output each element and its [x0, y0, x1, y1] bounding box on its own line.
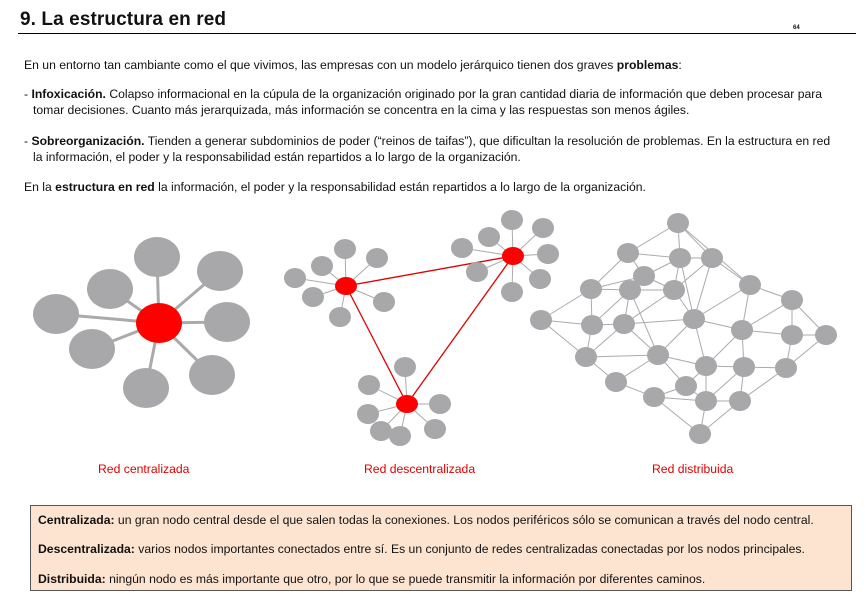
- satellite-node: [357, 404, 379, 424]
- satellite-node: [334, 239, 356, 259]
- satellite-node: [389, 426, 411, 446]
- network-node: [581, 315, 603, 335]
- satellite-node: [370, 421, 392, 441]
- satellite-node: [366, 248, 388, 268]
- peripheral-node: [123, 368, 169, 408]
- network-node: [575, 347, 597, 367]
- caption-decentralized: Red descentralizada: [364, 462, 476, 476]
- satellite-node: [329, 307, 351, 327]
- central-hub-node: [136, 303, 182, 343]
- satellite-node: [394, 357, 416, 377]
- hub-node: [335, 277, 357, 295]
- network-node: [781, 325, 803, 345]
- definition-distribuida: Distribuida: ningún nodo es más importante que otro, por lo que se puede transmitir la información por diferentes caminos.: [38, 572, 706, 586]
- satellite-node: [537, 244, 559, 264]
- centralized-network-diagram: [33, 237, 250, 408]
- decentralized-network-diagram: [284, 210, 559, 446]
- satellite-node: [424, 419, 446, 439]
- satellite-node: [501, 210, 523, 230]
- peripheral-node: [33, 294, 79, 334]
- problem-sobreorganizacion: - Sobreorganización. Tienden a generar subdominios de poder (“reinos de taifas”), que dificultan la resolución de problemas. En la estructura en red la información, el poder y la responsabilidad están repartidos a lo largo de la organización.: [24, 134, 831, 164]
- network-node: [530, 310, 552, 330]
- satellite-node: [451, 238, 473, 258]
- network-node: [695, 391, 717, 411]
- network-node: [663, 280, 685, 300]
- satellite-node: [466, 262, 488, 282]
- intro-paragraph: En un entorno tan cambiante como el que vivimos, las empresas con un modelo jerárquico tienen dos graves problemas:: [24, 58, 682, 72]
- peripheral-node: [69, 329, 115, 369]
- satellite-node: [311, 256, 333, 276]
- satellite-node: [529, 269, 551, 289]
- page-number: 64: [793, 25, 800, 31]
- network-node: [619, 280, 641, 300]
- satellite-node: [284, 268, 306, 288]
- distributed-network-diagram: [530, 213, 837, 444]
- network-node: [701, 248, 723, 268]
- network-node: [669, 248, 691, 268]
- hub-node: [502, 247, 524, 265]
- peripheral-node: [189, 355, 235, 395]
- network-node: [733, 357, 755, 377]
- network-node: [580, 279, 602, 299]
- problem-infoxicacion: - Infoxicación. Colapso informacional en la cúpula de la organización originado por la gran cantidad diaria de información que deben procesar para tomar decisiones. Cuanto más jerarquizada, más información se concentra en la cima y las respuestas son menos ágiles.: [24, 87, 823, 117]
- satellite-node: [478, 227, 500, 247]
- network-node: [695, 356, 717, 376]
- peripheral-node: [204, 302, 250, 342]
- satellite-node: [373, 292, 395, 312]
- peripheral-node: [197, 251, 243, 291]
- network-node: [739, 275, 761, 295]
- definitions-box: [30, 505, 852, 591]
- network-node: [613, 314, 635, 334]
- network-node: [605, 372, 627, 392]
- network-node: [729, 391, 751, 411]
- network-node: [647, 345, 669, 365]
- network-node: [667, 213, 689, 233]
- caption-distributed: Red distribuida: [652, 462, 734, 476]
- network-node: [689, 424, 711, 444]
- network-node: [775, 358, 797, 378]
- network-node: [617, 243, 639, 263]
- definition-centralizada: Centralizada: un gran nodo central desde el que salen todas la conexiones. Los nodos periféricos sólo se comunican a través del nodo central.: [38, 513, 814, 527]
- peripheral-node: [134, 237, 180, 277]
- definition-descentralizada: Descentralizada: varios nodos importantes conectados entre sí. Es un conjunto de redes centralizadas conectadas por los nodos principales.: [38, 542, 805, 556]
- satellite-node: [358, 375, 380, 395]
- network-sentence: En la estructura en red la información, el poder y la responsabilidad están repartidos a lo largo de la organización.: [24, 180, 646, 194]
- network-node: [675, 376, 697, 396]
- satellite-node: [429, 394, 451, 414]
- network-node: [815, 325, 837, 345]
- network-node: [781, 290, 803, 310]
- satellite-node: [302, 287, 324, 307]
- satellite-node: [532, 218, 554, 238]
- network-node: [643, 387, 665, 407]
- caption-centralized: Red centralizada: [98, 462, 190, 476]
- hub-link: [407, 256, 513, 404]
- network-node: [683, 309, 705, 329]
- network-node: [731, 320, 753, 340]
- satellite-node: [501, 282, 523, 302]
- hub-node: [396, 395, 418, 413]
- page-title: 9. La estructura en red: [20, 9, 227, 30]
- peripheral-node: [87, 269, 133, 309]
